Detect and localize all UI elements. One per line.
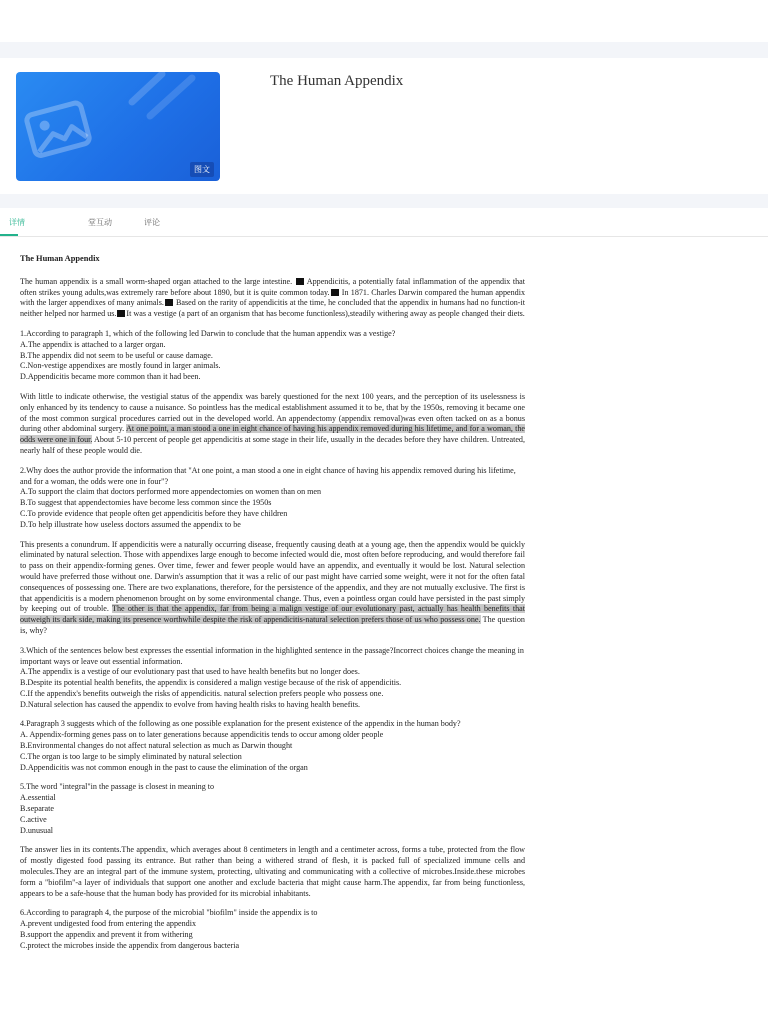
question-3 xyxy=(20,646,525,711)
highlighted-sentence: The other is that the appendix, far from being a malign vestige of our evolutionary past, actually has health benefits that outweigh its dark side, making its presence worthwhile despite the risk of appendicitis-natural selection prefers those of us who possess one. xyxy=(20,604,525,625)
document-cover[interactable] xyxy=(16,72,220,181)
p1-sentence: Appendicitis, a potentially fatal inflammation of the appendix that often strikes young adults,was extremely rare before about 1890, but it is quite common today. xyxy=(20,276,526,297)
question-4 xyxy=(20,719,525,773)
tab-comments[interactable]: 评论 xyxy=(144,218,160,227)
insert-marker-icon[interactable] xyxy=(165,299,173,306)
question-stem: 5.The word "integral"in the passage is closest in meaning to xyxy=(20,782,215,792)
article-body xyxy=(20,254,525,961)
top-strip xyxy=(0,0,768,42)
paragraph-text: With little to indicate otherwise, the vestigial status of the appendix was barely questioned for the next 100 years, and the perception of its uselessness is only enhanced by its tendency to cause a nuisance. So pointless has the medical establishment assumed it to be, that by the 1950s, removing it became one of the most common surgical procedures carried out in the developed world. An appendectomy (appendix removal)was even often tacked on as a bonus during other abdominal surgery. xyxy=(20,391,525,434)
article-heading: The Human Appendix xyxy=(20,254,100,263)
p1-sentence: Based on the rarity of appendicitis at the time, he concluded that the appendix in humans had no function-it neither helped nor harmed us. xyxy=(20,298,525,319)
cover-badge: 图文 xyxy=(190,162,214,177)
question-stem: 6.According to paragraph 4, the purpose of the microbial "biofilm" inside the appendix is to xyxy=(20,908,318,918)
answer-option[interactable]: D.unusual xyxy=(20,825,54,835)
active-tab-indicator xyxy=(0,234,18,236)
tab-details[interactable]: 详情 xyxy=(9,218,25,227)
answer-option[interactable]: A.The appendix is a vestige of our evolutionary past that used to have health benefits but no longer does. xyxy=(20,667,360,677)
insert-marker-icon[interactable] xyxy=(296,278,304,285)
question-5 xyxy=(20,782,525,836)
p1-sentence: In 1871. Charles Darwin compared the human appendix with the larger appendixes of many animals. xyxy=(20,287,525,308)
answer-option[interactable]: B.separate xyxy=(20,804,54,814)
page-title: The Human Appendix xyxy=(270,73,404,89)
answer-option[interactable]: B.The appendix did not seem to be useful or cause damage. xyxy=(20,350,213,360)
separator-band-2 xyxy=(0,194,768,208)
p1-sentence: It was a vestige (a part of an organism that has become functionless),steadily withering away as people changed their diets. xyxy=(126,309,525,319)
answer-option[interactable]: C.To provide evidence that people often get appendicitis before they have children xyxy=(20,508,288,518)
question-stem: 4.Paragraph 3 suggests which of the following as one possible explanation for the present existence of the appendix in the human body? xyxy=(20,719,461,729)
answer-option[interactable]: A. Appendix-forming genes pass on to later generations because appendicitis tends to occur among older people xyxy=(20,730,384,740)
question-1 xyxy=(20,329,525,383)
tab-bar xyxy=(0,208,768,237)
answer-option[interactable]: B.Environmental changes do not affect natural selection as much as Darwin thought xyxy=(20,741,293,751)
highlighted-sentence: At one point, a man stood a one in eight chance of having his appendix removed during his lifetime, and for a woman, the odds were one in four. xyxy=(20,424,526,445)
paragraph-text: This presents a conundrum. If appendicitis were a naturally occurring disease, frequently causing death at a young age, then the appendix would be quickly eliminated by natural selection. Those with appendixes large enough to become infected would die, most often before reproducing, and would therefore fail to pass on their appendix-forming genes. Over time, fewer and fewer people would have an appendix, and eventually it would be lost. Natural selection would have preferred those without one. Darwin's assumption that it was a relic of our past might have carried some weight, were it not for the often fatal consequences of possessing one. There are two explanations, therefore, for the persistence of the appendix, and they are not mutually exclusive. The first is that appendicitis is a modern phenomenon brought on by some environmental change. Thus, even a pointless organ could have persisted in the past simply by keeping out of trouble. xyxy=(20,539,525,614)
image-icon xyxy=(24,94,94,164)
answer-option[interactable]: C.protect the microbes inside the appendix from dangerous bacteria xyxy=(20,940,240,950)
paragraph-text: About 5-10 percent of people get appendicitis at some stage in their life, usually in the decades before they have children. Untreated, nearly half of these people would die. xyxy=(20,435,525,455)
answer-option[interactable]: B.support the appendix and prevent it from withering xyxy=(20,930,193,940)
answer-option[interactable]: A.The appendix is attached to a larger organ. xyxy=(20,339,166,349)
answer-option[interactable]: D.Appendicitis became more common than it had been. xyxy=(20,372,201,382)
answer-option[interactable]: C.If the appendix's benefits outweigh the risks of appendicitis. natural selection prefers people who possess one. xyxy=(20,688,384,698)
answer-option[interactable]: D.To help illustrate how useless doctors assumed the appendix to be xyxy=(20,519,241,529)
question-stem: 2.Why does the author provide the information that "At one point, a man stood a one in eight chance of having his appendix removed during his lifetime, and for a woman, the odds were one in four"? xyxy=(20,465,516,486)
answer-option[interactable]: D.Appendicitis was not common enough in the past to cause the elimination of the organ xyxy=(20,762,308,772)
question-2 xyxy=(20,466,525,531)
paragraph-1 xyxy=(20,277,525,320)
answer-option[interactable]: C.The organ is too large to be simply eliminated by natural selection xyxy=(20,751,242,761)
question-stem: 3.Which of the sentences below best expresses the essential information in the highlighted sentence in the passage?Incorrect choices change the meaning in important ways or leave out essential information. xyxy=(20,645,524,666)
answer-option[interactable]: C.Non-vestige appendixes are mostly found in larger animals. xyxy=(20,361,221,371)
answer-option[interactable]: A.To support the claim that doctors performed more appendectomies on women than on men xyxy=(20,487,322,497)
answer-option[interactable]: A.prevent undigested food from entering the appendix xyxy=(20,919,196,929)
p1-sentence: The human appendix is a small worm-shaped organ attached to the large intestine. xyxy=(20,276,293,286)
answer-option[interactable]: C.active xyxy=(20,814,47,824)
question-6 xyxy=(20,908,525,951)
tab-interaction[interactable]: 堂互动 xyxy=(88,218,112,227)
answer-option[interactable]: B.Despite its potential health benefits, the appendix is considered a malign vestige because of the risk of appendicitis. xyxy=(20,678,402,688)
insert-marker-icon[interactable] xyxy=(331,289,339,296)
paragraph-4: The answer lies in its contents.The appendix, which averages about 8 centimeters in length and a centimeter across, forms a tube, protected from the flow of mostly digested food passing its entrance. But rather than being a withered strand of flesh, it is packed full of specialized immune cells and molecules.They are an integral part of the immune system, protecting, ultivating and communicating with a collective of microbes.Inside.these microbes form a "biofilm"-a layer of individuals that support one another and exclude bacteria that might cause harm.The appendix, far from being functionless, appears to be a safe-house that the human body has provided for its microbial inhabitants. xyxy=(20,845,525,898)
paragraph-text: The question is, why? xyxy=(20,615,525,635)
paragraph-3 xyxy=(20,540,525,637)
answer-option[interactable]: B.To suggest that appendectomies have become less common since the 1950s xyxy=(20,498,272,508)
answer-option[interactable]: D.Natural selection has caused the appendix to evolve from having health risks to having health benefits. xyxy=(20,699,361,709)
cover-decoration xyxy=(122,72,202,132)
separator-band xyxy=(0,42,768,58)
question-stem: 1.According to paragraph 1, which of the following led Darwin to conclude that the human appendix was a vestige? xyxy=(20,328,396,338)
answer-option[interactable]: A.essential xyxy=(20,793,56,803)
insert-marker-icon[interactable] xyxy=(117,310,125,317)
paragraph-2 xyxy=(20,392,525,457)
